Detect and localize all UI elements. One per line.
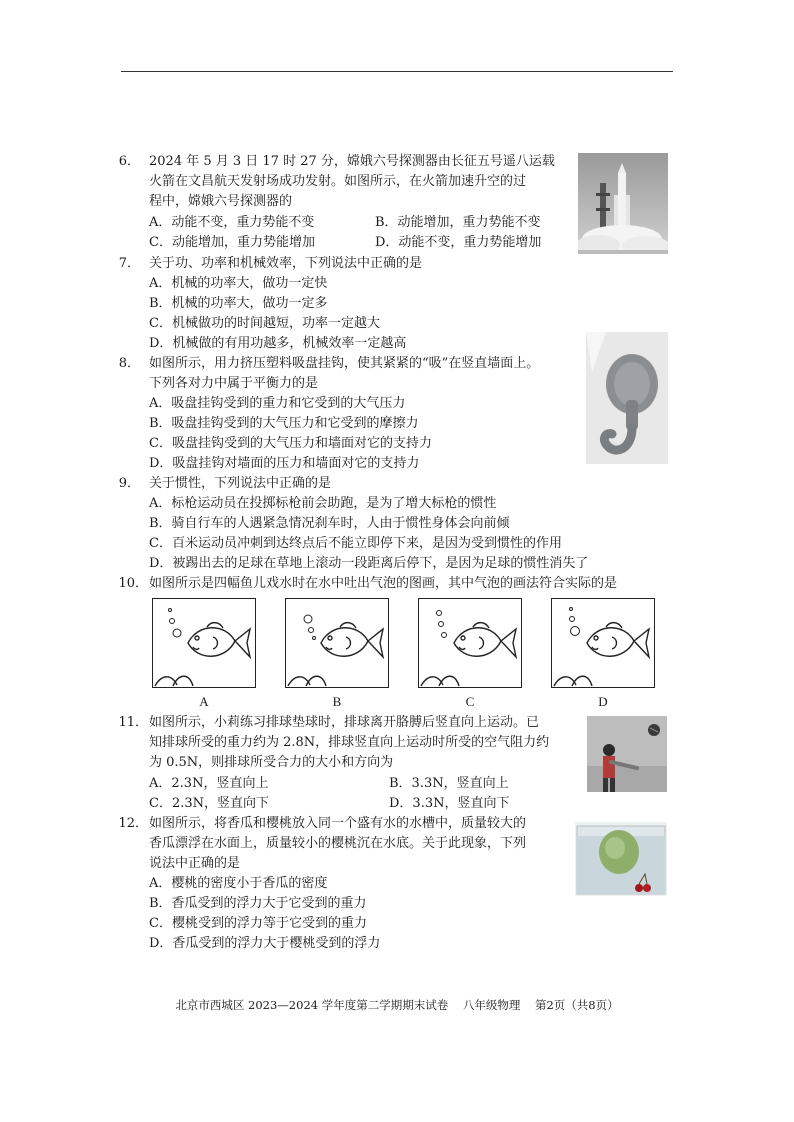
option-b: B．香瓜受到的浮力大于它受到的重力 <box>149 896 367 911</box>
fish-label-d: D <box>598 694 608 709</box>
header-rule <box>121 71 673 72</box>
page-footer: 北京市西城区 2023—2024 学年度第二学期期末试卷 八年级物理 第2页（共8页） <box>175 998 619 1012</box>
option-c: C．樱桃受到的浮力等于它受到的重力 <box>149 916 367 931</box>
question-text: 如图所示，用力挤压塑料吸盘挂钩，使其紧紧的“吸”在竖直墙面上。 <box>149 356 540 371</box>
question-text: 如图所示，将香瓜和樱桃放入同一个盛有水的水槽中，质量较大的 <box>149 816 527 831</box>
question-text: 火箭在文昌航天发射场成功发射。如图所示，在火箭加速升空的过 <box>149 174 527 189</box>
option-d: D．被踢出去的足球在草地上滚动一段距离后停下，是因为足球的惯性消失了 <box>149 556 589 571</box>
option-a: A．标枪运动员在投掷标枪前会助跑，是为了增大标枪的惯性 <box>149 496 497 511</box>
question-number: 9． <box>118 476 140 491</box>
question-text: 为 0.5N，则排球所受合力的大小和方向为 <box>149 755 394 770</box>
option-b: B．3.3N，竖直向上 <box>389 776 509 791</box>
question-text: 如图所示，小莉练习排球垫球时，排球离开胳膊后竖直向上运动。已 <box>149 715 540 730</box>
volleyball-player-photo <box>587 716 667 792</box>
option-d: D．动能不变，重力势能增加 <box>375 235 542 250</box>
option-c: C．百米运动员冲刺到达终点后不能立即停下来，是因为受到惯性的作用 <box>149 536 562 551</box>
option-d: D．3.3N，竖直向下 <box>389 796 510 811</box>
question-text: 如图所示是四幅鱼儿戏水时在水中吐出气泡的图画，其中气泡的画法符合实际的是 <box>149 576 618 591</box>
option-c: C．动能增加，重力势能增加 <box>149 235 315 250</box>
option-d: D．吸盘挂钩对墙面的压力和墙面对它的支持力 <box>149 456 420 471</box>
question-text: 知排球所受的重力约为 2.8N，排球竖直向上运动时所受的空气阻力约 <box>149 735 550 750</box>
question-number: 12． <box>118 816 148 831</box>
question-number: 7． <box>118 256 140 271</box>
option-a: A．樱桃的密度小于香瓜的密度 <box>149 876 328 891</box>
option-c: C．2.3N，竖直向下 <box>149 796 269 811</box>
option-c: C．机械做功的时间越短，功率一定越大 <box>149 316 380 331</box>
melon-cherry-tank-photo <box>575 822 667 896</box>
option-c: C．吸盘挂钩受到的大气压力和墙面对它的支持力 <box>149 436 432 451</box>
option-d: D．香瓜受到的浮力大于樱桃受到的浮力 <box>149 936 381 951</box>
fish-figure-d <box>551 598 655 688</box>
fish-label-a: A <box>199 694 209 709</box>
fish-label-c: C <box>465 694 475 709</box>
question-number: 6． <box>118 154 140 169</box>
option-a: A．动能不变，重力势能不变 <box>149 215 315 230</box>
option-b: B．吸盘挂钩受到的大气压力和它受到的摩擦力 <box>149 416 419 431</box>
question-number: 8． <box>118 356 140 371</box>
option-b: B．机械的功率大，做功一定多 <box>149 296 328 311</box>
option-a: A．机械的功率大，做功一定快 <box>149 276 328 291</box>
option-a: A．吸盘挂钩受到的重力和它受到的大气压力 <box>149 396 406 411</box>
question-text: 说法中正确的是 <box>149 856 241 871</box>
option-a: A．2.3N，竖直向上 <box>149 776 269 791</box>
question-text: 下列各对力中属于平衡力的是 <box>149 376 319 391</box>
rocket-launch-photo <box>578 153 668 254</box>
fish-figure-b <box>285 598 389 688</box>
question-text: 2024 年 5 月 3 日 17 时 27 分，嫦娥六号探测器由长征五号遥八运载 <box>149 154 555 169</box>
fish-label-b: B <box>332 694 342 709</box>
question-text: 程中，嫦娥六号探测器的 <box>149 194 293 209</box>
fish-figure-a <box>152 598 256 688</box>
option-b: B．骑自行车的人遇紧急情况刹车时，人由于惯性身体会向前倾 <box>149 516 510 531</box>
question-text: 香瓜漂浮在水面上，质量较小的樱桃沉在水底。关于此现象，下列 <box>149 836 527 851</box>
suction-hook-photo <box>586 332 668 464</box>
fish-figure-c <box>418 598 522 688</box>
question-text: 关于功、功率和机械效率，下列说法中正确的是 <box>149 256 423 271</box>
question-number: 10． <box>118 576 148 591</box>
option-d: D．机械做的有用功越多，机械效率一定越高 <box>149 336 407 351</box>
question-number: 11． <box>118 715 148 730</box>
question-text: 关于惯性，下列说法中正确的是 <box>149 476 332 491</box>
option-b: B．动能增加，重力势能不变 <box>375 215 541 230</box>
